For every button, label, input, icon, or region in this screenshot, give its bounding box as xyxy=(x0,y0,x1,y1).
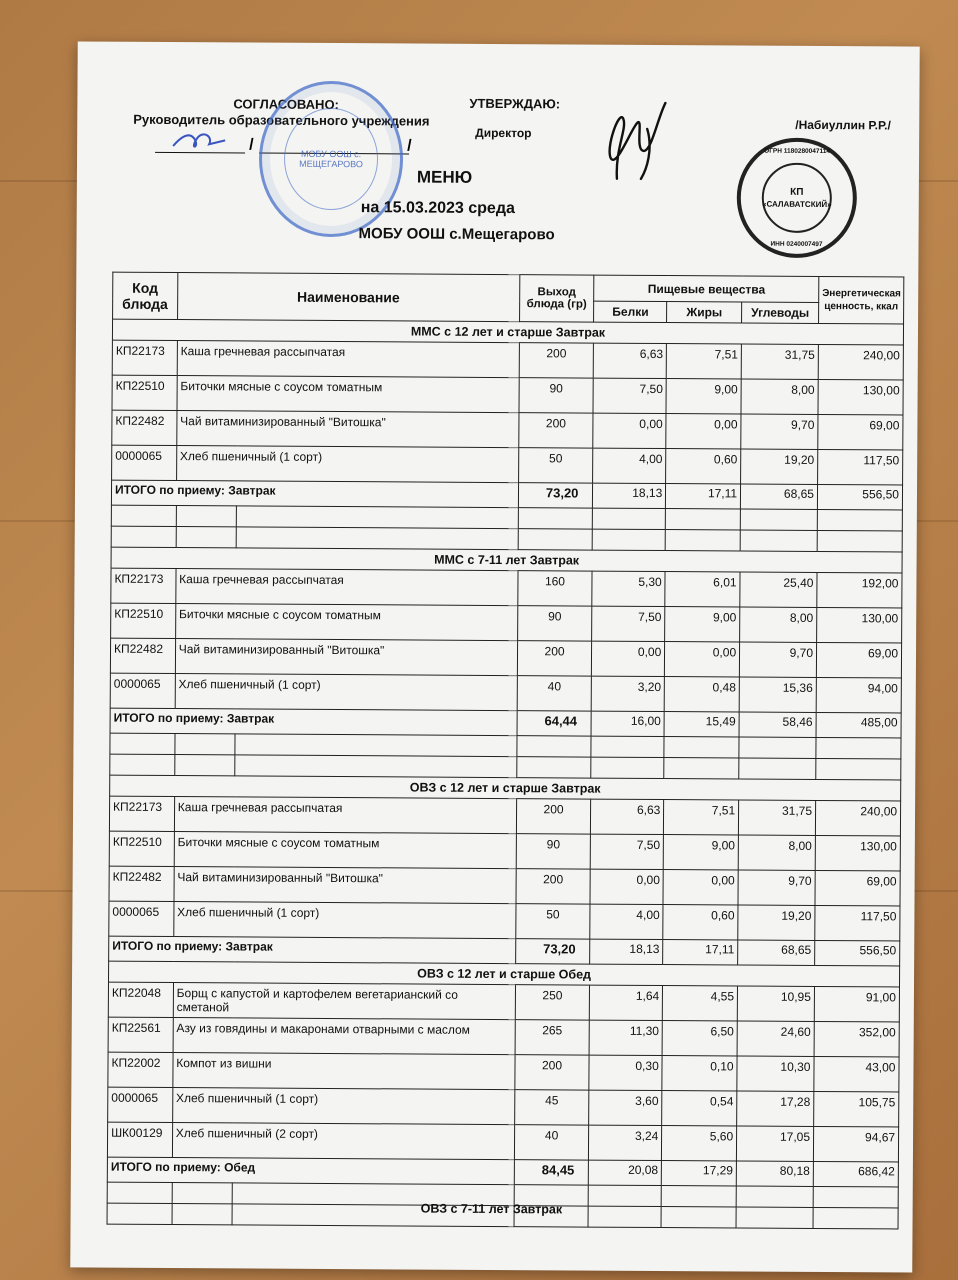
blank-cell xyxy=(110,733,175,754)
blank-cell xyxy=(665,530,740,551)
table-row xyxy=(108,1087,899,1127)
blank-cell xyxy=(176,527,237,548)
header-code: Код блюда xyxy=(113,272,178,319)
dish-carbs: 19,20 xyxy=(738,905,815,940)
table-row xyxy=(109,831,900,871)
blank-cell xyxy=(740,530,817,551)
total-carbs: 68,65 xyxy=(741,484,818,509)
dish-output: 90 xyxy=(519,378,594,413)
blank-cell xyxy=(175,755,236,776)
blank-cell xyxy=(817,530,902,552)
blank-cell xyxy=(736,1186,813,1207)
dish-carbs: 9,70 xyxy=(741,414,818,449)
approver-signature xyxy=(169,128,229,154)
blank-cell xyxy=(107,1182,172,1203)
director-signature xyxy=(587,89,688,190)
blank-cell xyxy=(175,734,236,755)
dish-energy: 130,00 xyxy=(817,607,902,643)
blank-cell xyxy=(666,509,741,530)
blank-cell xyxy=(516,757,591,778)
dish-name: Каша гречневая рассыпчатая xyxy=(174,797,516,834)
table-row xyxy=(109,901,900,941)
dish-carbs: 9,70 xyxy=(738,870,815,905)
blank-cell xyxy=(816,758,901,780)
dish-code: КП22048 xyxy=(108,982,173,1017)
dish-protein: 7,50 xyxy=(593,378,666,413)
dish-name: Чай витаминизированный "Витошка" xyxy=(174,867,516,904)
blank-cell xyxy=(813,1186,898,1208)
dish-output: 40 xyxy=(514,1125,589,1160)
dish-code: КП22173 xyxy=(109,796,174,831)
dish-fat: 6,50 xyxy=(662,1021,737,1056)
dish-output: 200 xyxy=(514,1055,589,1090)
dish-name: Компот из вишни xyxy=(173,1053,515,1090)
dish-protein: 11,30 xyxy=(590,1020,663,1055)
dish-code: 0000065 xyxy=(110,673,175,708)
dish-name: Азу из говядины и макаронами отварными с маслом xyxy=(173,1018,515,1055)
signature-slash: / xyxy=(407,137,412,155)
dish-protein: 6,63 xyxy=(594,343,667,378)
dish-protein: 0,00 xyxy=(592,641,665,676)
dish-energy: 130,00 xyxy=(818,379,903,415)
dish-name: Биточки мясные с соусом томатным xyxy=(175,604,517,641)
total-protein: 18,13 xyxy=(593,483,666,508)
dish-code: 0000065 xyxy=(112,445,177,480)
dish-protein: 4,00 xyxy=(593,448,666,483)
confirm-role: Директор xyxy=(475,125,532,141)
table-row xyxy=(112,410,903,450)
table-row xyxy=(107,1122,898,1162)
dish-carbs: 10,95 xyxy=(737,986,814,1021)
blank-cell xyxy=(517,736,592,757)
dish-code: КП22482 xyxy=(112,410,177,445)
dish-energy: 91,00 xyxy=(814,986,899,1022)
dish-protein: 3,20 xyxy=(592,676,665,711)
blank-cell xyxy=(111,505,176,526)
dish-output: 45 xyxy=(514,1090,589,1125)
blank-cell xyxy=(589,1185,662,1206)
dish-carbs: 8,00 xyxy=(741,379,818,414)
dish-fat: 9,00 xyxy=(665,607,740,642)
menu-table xyxy=(107,272,905,1230)
blank-cell xyxy=(172,1204,233,1225)
dish-fat: 0,10 xyxy=(662,1056,737,1091)
blank-cell xyxy=(176,506,237,527)
header-name: Наименование xyxy=(177,273,519,322)
dish-protein: 6,63 xyxy=(591,799,664,834)
next-section-title: ОВЗ с 7-11 лет Завтрак xyxy=(420,1201,563,1217)
dish-code: 0000065 xyxy=(109,901,174,936)
approved-role: Руководитель образовательного учреждения xyxy=(133,111,430,129)
dish-protein: 7,50 xyxy=(592,606,665,641)
blank-cell xyxy=(739,737,816,758)
table-row xyxy=(108,1052,899,1092)
stamp-label: КП xyxy=(790,186,804,198)
menu-document xyxy=(70,41,919,1272)
dish-output: 265 xyxy=(515,1020,590,1055)
dish-name: Хлеб пшеничный (1 сорт) xyxy=(172,1088,514,1125)
dish-carbs: 9,70 xyxy=(739,642,816,677)
dish-protein: 0,30 xyxy=(589,1055,662,1090)
dish-energy: 69,00 xyxy=(818,414,903,450)
signature-slash: / xyxy=(249,136,254,154)
dish-code: КП22510 xyxy=(112,375,177,410)
dish-energy: 94,67 xyxy=(813,1126,898,1162)
company-stamp xyxy=(736,137,857,258)
dish-fat: 0,00 xyxy=(666,414,741,449)
total-output: 64,44 xyxy=(517,711,592,736)
blank-cell xyxy=(518,508,593,529)
dish-fat: 4,55 xyxy=(663,986,738,1021)
dish-carbs: 17,28 xyxy=(737,1091,814,1126)
dish-energy: 94,00 xyxy=(816,677,901,713)
table-row xyxy=(112,340,903,380)
dish-protein: 3,24 xyxy=(589,1125,662,1160)
header-protein: Белки xyxy=(594,301,667,322)
dish-output: 90 xyxy=(516,834,591,869)
dish-code: КП22482 xyxy=(110,638,175,673)
dish-name: Чай витаминизированный "Витошка" xyxy=(177,411,519,448)
table-row xyxy=(111,603,902,643)
blank-cell xyxy=(593,529,666,550)
dish-output: 200 xyxy=(519,343,594,378)
total-fat: 15,49 xyxy=(664,712,739,737)
dish-protein: 1,64 xyxy=(590,985,663,1020)
total-protein: 18,13 xyxy=(590,939,663,964)
total-energy: 556,50 xyxy=(817,484,902,510)
table-row xyxy=(108,982,899,1022)
table-row xyxy=(108,1017,899,1057)
blank-cell xyxy=(664,758,739,779)
blank-cell xyxy=(740,509,817,530)
total-carbs: 58,46 xyxy=(739,712,816,737)
blank-cell xyxy=(591,736,664,757)
total-energy: 686,42 xyxy=(813,1161,898,1187)
dish-fat: 9,00 xyxy=(666,379,741,414)
total-energy: 556,50 xyxy=(815,940,900,966)
blank-cell xyxy=(661,1186,736,1207)
header-nutrients: Пищевые вещества xyxy=(594,275,819,302)
dish-name: Хлеб пшеничный (1 сорт) xyxy=(176,446,518,483)
dish-carbs: 19,20 xyxy=(741,449,818,484)
dish-fat: 0,48 xyxy=(664,677,739,712)
header-output: Выход блюда (гр) xyxy=(519,275,594,322)
total-carbs: 68,65 xyxy=(738,940,815,965)
dish-fat: 7,51 xyxy=(664,800,739,835)
dish-protein: 0,00 xyxy=(593,413,666,448)
dish-carbs: 8,00 xyxy=(740,607,817,642)
blank-cell xyxy=(588,1206,661,1227)
total-fat: 17,11 xyxy=(663,940,738,965)
dish-output: 200 xyxy=(518,413,593,448)
director-name: /Набиуллин Р.Р./ xyxy=(795,117,891,133)
dish-name: Чай витаминизированный "Витошка" xyxy=(175,639,517,676)
dish-protein: 0,00 xyxy=(590,869,663,904)
dish-output: 50 xyxy=(518,448,593,483)
section-title: ОВЗ с 12 лет и старше Завтрак xyxy=(110,775,901,801)
dish-energy: 240,00 xyxy=(815,800,900,836)
blank-cell xyxy=(591,757,664,778)
dish-energy: 130,00 xyxy=(815,835,900,871)
dish-code: КП22510 xyxy=(111,603,176,638)
blank-cell xyxy=(235,755,516,778)
dish-energy: 69,00 xyxy=(815,870,900,906)
blank-cell xyxy=(237,527,518,550)
dish-output: 200 xyxy=(516,799,591,834)
dish-fat: 0,54 xyxy=(662,1091,737,1126)
dish-fat: 0,00 xyxy=(665,642,740,677)
dish-energy: 105,75 xyxy=(814,1091,899,1127)
header-energy: Энергетическая ценность, ккал xyxy=(819,276,904,324)
dish-output: 40 xyxy=(517,676,592,711)
dish-carbs: 17,05 xyxy=(737,1126,814,1161)
dish-fat: 5,60 xyxy=(662,1126,737,1161)
stamp-company-name: «САЛАВАТСКИЙ» xyxy=(761,199,832,210)
dish-name: Хлеб пшеничный (1 сорт) xyxy=(174,902,516,939)
dish-carbs: 31,75 xyxy=(739,800,816,835)
dish-energy: 69,00 xyxy=(816,642,901,678)
dish-code: КП22173 xyxy=(111,568,176,603)
dish-code: КП22002 xyxy=(108,1052,173,1087)
total-output: 73,20 xyxy=(515,939,590,964)
document-date: на 15.03.2023 среда xyxy=(360,199,515,218)
total-label: ИТОГО по приему: Завтрак xyxy=(109,936,516,963)
stamp-text: МОБУ ООШ с. МЕЩЕГАРОВО xyxy=(299,148,363,170)
blank-cell xyxy=(813,1207,898,1229)
dish-name: Биточки мясные с соусом томатным xyxy=(174,832,516,869)
stamp-ogrn: ОГРН 1180280047114 xyxy=(764,147,831,156)
section-title: ОВЗ с 12 лет и старше Обед xyxy=(109,961,900,987)
total-label: ИТОГО по приему: Завтрак xyxy=(111,480,518,507)
dish-protein: 4,00 xyxy=(590,904,663,939)
dish-name: Хлеб пшеничный (1 сорт) xyxy=(175,674,517,711)
dish-name: Каша гречневая рассыпчатая xyxy=(177,341,519,378)
header-fat: Жиры xyxy=(667,302,742,323)
confirm-title: УТВЕРЖДАЮ: xyxy=(469,95,561,112)
blank-cell xyxy=(664,737,739,758)
blank-cell xyxy=(817,509,902,531)
blank-cell xyxy=(518,529,593,550)
blank-cell xyxy=(739,758,816,779)
dish-energy: 117,50 xyxy=(818,449,903,485)
dish-energy: 352,00 xyxy=(814,1021,899,1057)
total-fat: 17,11 xyxy=(666,484,741,509)
total-label: ИТОГО по приему: Обед xyxy=(107,1157,514,1184)
section-title: ММС с 12 лет и старше Завтрак xyxy=(112,319,903,345)
blank-cell xyxy=(816,737,901,759)
dish-code: КП22173 xyxy=(112,340,177,375)
blank-cell xyxy=(237,506,518,529)
blank-cell xyxy=(736,1207,813,1228)
dish-name: Борщ с капустой и картофелем вегетарианский со сметаной xyxy=(173,983,515,1020)
dish-fat: 9,00 xyxy=(663,835,738,870)
dish-output: 250 xyxy=(515,985,590,1020)
dish-fat: 7,51 xyxy=(666,344,741,379)
dish-code: КП22561 xyxy=(108,1017,173,1052)
dish-fat: 0,60 xyxy=(663,905,738,940)
total-fat: 17,29 xyxy=(662,1161,737,1186)
dish-protein: 3,60 xyxy=(589,1090,662,1125)
dish-fat: 0,00 xyxy=(663,870,738,905)
blank-cell xyxy=(110,754,175,775)
total-protein: 16,00 xyxy=(591,711,664,736)
dish-code: КП22482 xyxy=(109,866,174,901)
document-title: МЕНЮ xyxy=(416,167,473,187)
dish-output: 50 xyxy=(515,904,590,939)
dish-carbs: 10,30 xyxy=(737,1056,814,1091)
table-row xyxy=(112,375,903,415)
dish-code: ШК00129 xyxy=(107,1122,172,1157)
table-row xyxy=(109,796,900,836)
dish-carbs: 15,36 xyxy=(739,677,816,712)
dish-energy: 240,00 xyxy=(818,344,903,380)
table-row xyxy=(109,866,900,906)
section-title: ММС с 7-11 лет Завтрак xyxy=(111,547,902,573)
dish-carbs: 25,40 xyxy=(740,572,817,607)
total-output: 84,45 xyxy=(514,1160,589,1185)
approved-title: СОГЛАСОВАНО: xyxy=(233,96,339,113)
total-protein: 20,08 xyxy=(589,1160,662,1185)
dish-energy: 43,00 xyxy=(814,1056,899,1092)
blank-cell xyxy=(235,734,516,757)
dish-name: Биточки мясные с соусом томатным xyxy=(177,376,519,413)
dish-protein: 5,30 xyxy=(592,571,665,606)
dish-output: 90 xyxy=(517,606,592,641)
dish-code: 0000065 xyxy=(108,1087,173,1122)
dish-energy: 192,00 xyxy=(817,572,902,608)
blank-cell xyxy=(111,526,176,547)
dish-code: КП22510 xyxy=(109,831,174,866)
dish-carbs: 8,00 xyxy=(738,835,815,870)
dish-carbs: 31,75 xyxy=(741,344,818,379)
dish-output: 160 xyxy=(517,571,592,606)
stamp-inn: ИНН 0240007497 xyxy=(770,240,823,248)
dish-fat: 6,01 xyxy=(665,572,740,607)
dish-name: Хлеб пшеничный (2 сорт) xyxy=(172,1123,514,1160)
dish-energy: 117,50 xyxy=(815,905,900,941)
dish-carbs: 24,60 xyxy=(737,1021,814,1056)
total-carbs: 80,18 xyxy=(736,1161,813,1186)
total-energy: 485,00 xyxy=(816,712,901,738)
blank-cell xyxy=(107,1203,172,1224)
header-carbs: Углеводы xyxy=(742,302,819,323)
total-label: ИТОГО по приему: Завтрак xyxy=(110,708,517,735)
blank-cell xyxy=(172,1183,233,1204)
dish-fat: 0,60 xyxy=(666,449,741,484)
dish-output: 200 xyxy=(517,641,592,676)
dish-output: 200 xyxy=(516,869,591,904)
table-row xyxy=(112,445,903,485)
table-row xyxy=(110,673,901,713)
table-row xyxy=(111,568,902,608)
blank-cell xyxy=(593,508,666,529)
table-row xyxy=(110,638,901,678)
blank-cell xyxy=(661,1207,736,1228)
dish-name: Каша гречневая рассыпчатая xyxy=(176,569,518,606)
total-output: 73,20 xyxy=(518,483,593,508)
dish-protein: 7,50 xyxy=(591,834,664,869)
school-name: МОБУ ООШ с.Мещегарово xyxy=(358,225,555,244)
